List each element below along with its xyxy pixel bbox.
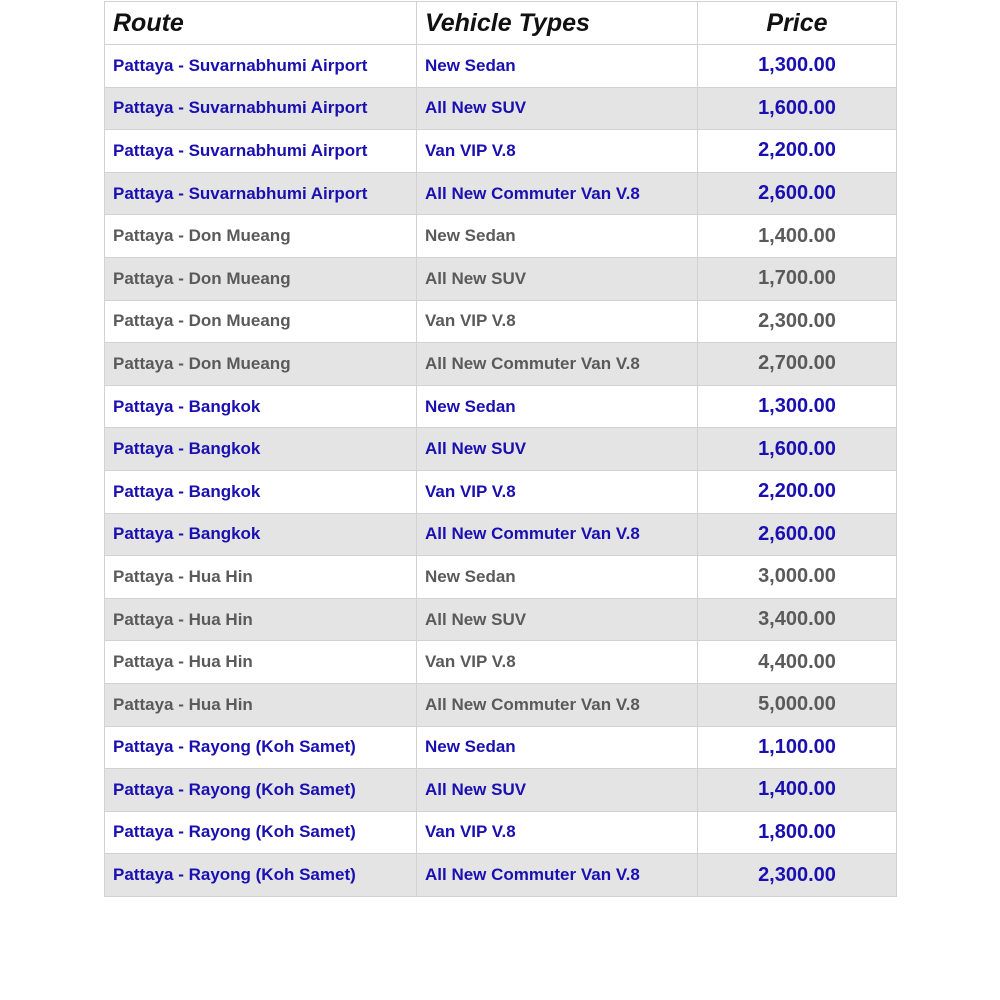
price-cell: 2,300.00 — [698, 854, 897, 897]
price-cell: 5,000.00 — [698, 683, 897, 726]
table-row — [105, 130, 897, 173]
vehicle-type-cell: New Sedan — [417, 726, 698, 769]
vehicle-type-cell: Van VIP V.8 — [417, 300, 698, 343]
vehicle-type-cell: All New SUV — [417, 428, 698, 471]
table-header — [105, 2, 897, 45]
table-row — [105, 683, 897, 726]
vehicle-type-cell: All New SUV — [417, 598, 698, 641]
vehicle-type-cell: Van VIP V.8 — [417, 130, 698, 173]
vehicle-type-cell: All New SUV — [417, 257, 698, 300]
price-cell: 1,300.00 — [698, 45, 897, 88]
price-cell: 3,400.00 — [698, 598, 897, 641]
table-row — [105, 811, 897, 854]
route-cell: Pattaya - Don Mueang — [105, 257, 417, 300]
table-row — [105, 513, 897, 556]
table-row — [105, 598, 897, 641]
table-row — [105, 385, 897, 428]
price-cell: 1,600.00 — [698, 87, 897, 130]
vehicle-type-cell: All New Commuter Van V.8 — [417, 343, 698, 386]
route-cell: Pattaya - Don Mueang — [105, 300, 417, 343]
table-row — [105, 87, 897, 130]
price-cell: 2,300.00 — [698, 300, 897, 343]
vehicle-type-cell: All New Commuter Van V.8 — [417, 513, 698, 556]
header-row — [105, 2, 897, 45]
route-cell: Pattaya - Hua Hin — [105, 641, 417, 684]
table-row — [105, 428, 897, 471]
vehicle-type-cell: All New SUV — [417, 87, 698, 130]
price-cell: 1,100.00 — [698, 726, 897, 769]
price-cell: 2,700.00 — [698, 343, 897, 386]
price-table — [104, 1, 897, 897]
price-cell: 2,600.00 — [698, 513, 897, 556]
vehicle-type-cell: All New Commuter Van V.8 — [417, 854, 698, 897]
vehicle-type-cell: New Sedan — [417, 215, 698, 258]
header-price: Price — [698, 2, 897, 45]
table-row — [105, 641, 897, 684]
price-cell: 2,600.00 — [698, 172, 897, 215]
route-cell: Pattaya - Suvarnabhumi Airport — [105, 172, 417, 215]
table-row — [105, 215, 897, 258]
route-cell: Pattaya - Don Mueang — [105, 215, 417, 258]
route-cell: Pattaya - Suvarnabhumi Airport — [105, 87, 417, 130]
route-cell: Pattaya - Hua Hin — [105, 598, 417, 641]
route-cell: Pattaya - Bangkok — [105, 513, 417, 556]
route-cell: Pattaya - Suvarnabhumi Airport — [105, 130, 417, 173]
vehicle-type-cell: Van VIP V.8 — [417, 470, 698, 513]
route-cell: Pattaya - Rayong (Koh Samet) — [105, 769, 417, 812]
table-row — [105, 726, 897, 769]
route-cell: Pattaya - Rayong (Koh Samet) — [105, 811, 417, 854]
route-cell: Pattaya - Bangkok — [105, 385, 417, 428]
price-cell: 1,400.00 — [698, 769, 897, 812]
vehicle-type-cell: Van VIP V.8 — [417, 641, 698, 684]
vehicle-type-cell: All New Commuter Van V.8 — [417, 172, 698, 215]
table-row — [105, 172, 897, 215]
price-cell: 2,200.00 — [698, 130, 897, 173]
price-cell: 3,000.00 — [698, 556, 897, 599]
vehicle-type-cell: All New Commuter Van V.8 — [417, 683, 698, 726]
vehicle-type-cell: Van VIP V.8 — [417, 811, 698, 854]
price-cell: 4,400.00 — [698, 641, 897, 684]
table-row — [105, 854, 897, 897]
table-row — [105, 45, 897, 88]
price-cell: 1,300.00 — [698, 385, 897, 428]
route-cell: Pattaya - Rayong (Koh Samet) — [105, 726, 417, 769]
table-row — [105, 343, 897, 386]
price-cell: 1,400.00 — [698, 215, 897, 258]
route-cell: Pattaya - Bangkok — [105, 470, 417, 513]
route-cell: Pattaya - Hua Hin — [105, 683, 417, 726]
table-row — [105, 556, 897, 599]
table-row — [105, 300, 897, 343]
price-cell: 1,700.00 — [698, 257, 897, 300]
table-row — [105, 257, 897, 300]
header-route: Route — [105, 2, 417, 45]
price-cell: 1,800.00 — [698, 811, 897, 854]
route-cell: Pattaya - Don Mueang — [105, 343, 417, 386]
table-row — [105, 470, 897, 513]
route-cell: Pattaya - Hua Hin — [105, 556, 417, 599]
price-table-container — [104, 1, 896, 897]
price-cell: 1,600.00 — [698, 428, 897, 471]
price-cell: 2,200.00 — [698, 470, 897, 513]
route-cell: Pattaya - Rayong (Koh Samet) — [105, 854, 417, 897]
header-vehicle-types: Vehicle Types — [417, 2, 698, 45]
route-cell: Pattaya - Bangkok — [105, 428, 417, 471]
vehicle-type-cell: All New SUV — [417, 769, 698, 812]
table-body — [105, 45, 897, 897]
route-cell: Pattaya - Suvarnabhumi Airport — [105, 45, 417, 88]
vehicle-type-cell: New Sedan — [417, 45, 698, 88]
vehicle-type-cell: New Sedan — [417, 556, 698, 599]
table-row — [105, 769, 897, 812]
vehicle-type-cell: New Sedan — [417, 385, 698, 428]
